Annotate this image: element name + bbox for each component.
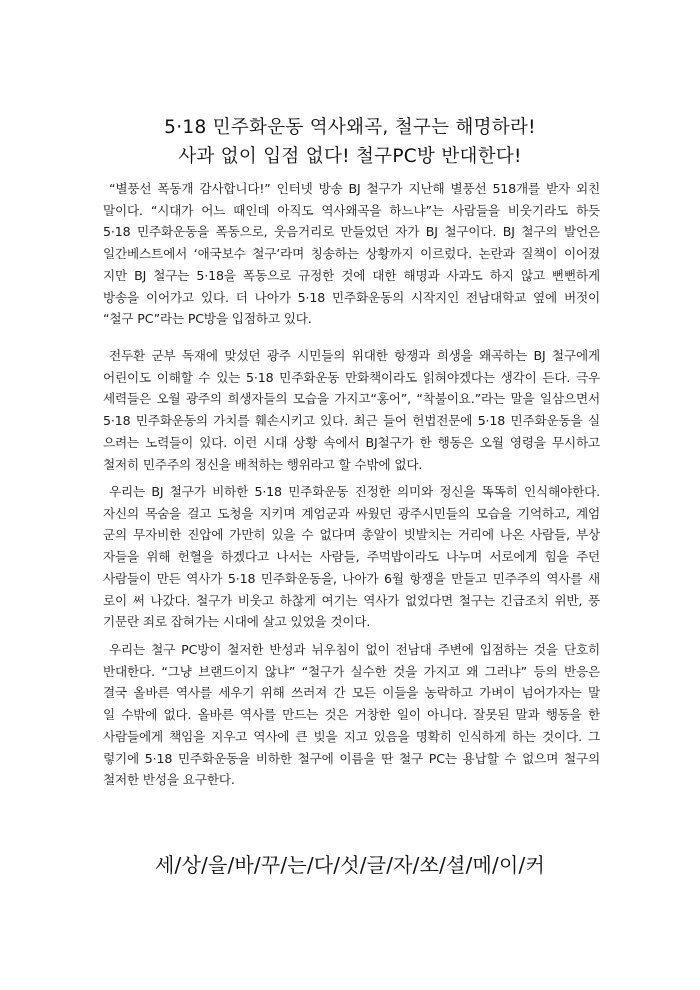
paragraph-line: 5·18 민주화운동을 폭동으로, 웃음거리로 만들었던 자가 BJ 철구이다. BJ 철구의 발언은 <box>103 224 600 240</box>
paragraph-line: 철저한 반성을 요구한다. <box>103 772 235 788</box>
paragraph-line: 말이다. “시대가 어느 때인데 아직도 역사왜곡을 하느냐”는 사람들을 비웃기라도 하듯 <box>103 202 600 218</box>
paragraph-line: 일간베스트에서 ‘애국보수 철구’라며 칭송하는 상황까지 이르렀다. 논란과 질책이 이어졌 <box>103 246 600 262</box>
paragraph-line: 지만 BJ 철구는 5·18을 폭동으로 규정한 것에 대한 해명과 사과도 하지 않고 뻔뻔하게 <box>103 267 600 283</box>
paragraph-line: “철구 PC”라는 PC방을 입점하고 있다. <box>103 311 312 327</box>
title-line-1: 5·18 민주화운동 역사왜곡, 철구는 해명하라! <box>164 117 536 138</box>
paragraph-line: 일 수밖에 없다. 올바른 역사를 만드는 것은 거창한 일이 아니다. 잘못된 말과 행동을 한 <box>103 707 600 723</box>
signature: 세/상/을/바/꾸/는/다/섯/글/자/쏘/셜/메/이/커 <box>155 853 545 877</box>
paragraph-line: 자들을 위해 헌혈을 하겠다고 나서는 사람들, 주먹밥이라도 나누며 서로에게 힘을 주던 <box>103 549 600 565</box>
paragraph-line: 우리는 철구 PC방이 철저한 반성과 뉘우침이 없이 전남대 주변에 입점하는 것을 단호히 <box>109 642 600 657</box>
paragraph-line: 사람들에게 책임을 지우고 역사에 큰 빚을 지고 있음을 명확히 인식하게 하는 것이다. 그 <box>103 728 600 744</box>
paragraph-line: 우리는 BJ 철구가 비하한 5·18 민주화운동 진정한 의미와 정신을 똑똑히 인식해야한다. <box>109 484 600 499</box>
paragraph-line: 로이 써 나갔다. 철구가 비웃고 하찮게 여기는 역사가 없었다면 철구는 긴급조치 위반, 풍 <box>103 592 600 608</box>
title-line-2: 사과 없이 입점 없다! 철구PC방 반대한다! <box>178 146 522 167</box>
paragraph-1 <box>103 178 600 330</box>
document-title <box>0 113 700 171</box>
paragraph-line: 기문란 죄로 잡혀가는 시대에 살고 있었을 것이다. <box>103 614 371 630</box>
paragraph-line: 반대한다. “그냥 브랜드이지 않냐” “철구가 실수한 것을 가지고 왜 그러냐” 등의 반응은 <box>103 663 600 679</box>
paragraph-line: “별풍선 폭동개 감사합니다!” 인터넷 방송 BJ 철구가 지난해 별풍선 518개를 받자 외친 <box>109 181 600 196</box>
paragraph-2 <box>103 345 600 475</box>
paragraph-line: 결국 올바른 역사를 세우기 위해 쓰러져 간 모든 이들을 농락하고 가벼이 넘어가자는 말 <box>103 685 600 701</box>
paragraph-line: 군의 무자비한 진압에 가만히 있을 수 없다며 총알이 빗발치는 거리에 나온 사람들, 부상 <box>103 527 600 543</box>
paragraph-line: 전두환 군부 독재에 맞섰던 광주 시민들의 위대한 항쟁과 희생을 왜곡하는 BJ 철구에게 <box>109 348 600 363</box>
paragraph-line: 사람들이 만든 역사가 5·18 민주화운동을, 나아가 6월 항쟁을 만들고 민주주의 역사를 새 <box>103 570 600 586</box>
paragraph-line: 렇기에 5·18 민주화운동을 비하한 철구에 이름을 딴 철구 PC는 용납할 수 없으며 철구의 <box>103 750 600 766</box>
paragraph-line: 자신의 목숨을 걸고 도청을 지키며 계엄군과 싸웠던 광주시민들의 모습을 기억하고, 계엄 <box>103 505 600 521</box>
paragraph-3 <box>103 481 600 633</box>
paragraph-line: 으려는 노력들이 있다. 이런 시대 상황 속에서 BJ철구가 한 행동은 오월 영령을 무시하고 <box>103 434 600 450</box>
paragraph-4 <box>103 639 600 791</box>
paragraph-line: 어린이도 이해할 수 있는 5·18 민주화운동 만화책이라도 읽혀야겠다는 생각이 든다. 극우 <box>103 369 600 385</box>
paragraph-line: 세력들은 오월 광주의 희생자들의 모습을 가지고“홍어”, “착불이요.”라는 말을 일삼으면서 <box>103 391 600 407</box>
paragraph-line: 5·18 민주화운동의 가치를 훼손시키고 있다. 최근 들어 헌법전문에 5·18 민주화운동을 실 <box>103 413 600 429</box>
paragraph-line: 방송을 이어가고 있다. 더 나아가 5·18 민주화운동의 시작지인 전남대학교 옆에 버젓이 <box>103 289 600 305</box>
paragraph-line: 철저히 민주주의 정신을 배척하는 행위라고 할 수밖에 없다. <box>103 456 423 472</box>
